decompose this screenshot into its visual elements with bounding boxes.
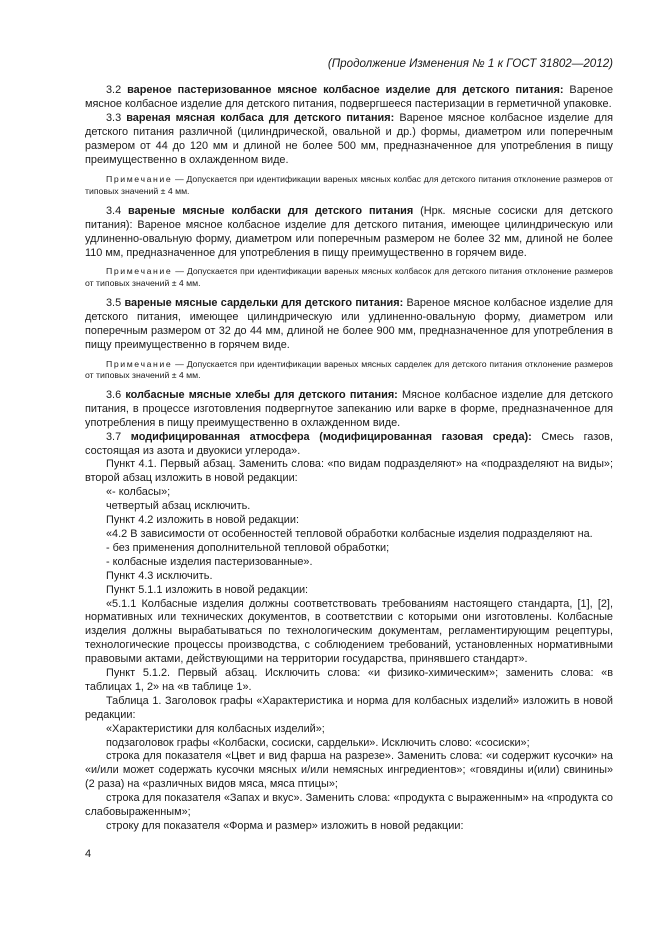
paragraph: Пункт 5.1.1 изложить в новой редакции: — [106, 583, 309, 596]
paragraph: Пункт 4.2 изложить в новой редакции: — [106, 514, 299, 527]
paragraph: Пункт 5.1.2. Первый абзац. Исключить слова: «и физико-химическим»; заменить слова: «в таблицах 1, 2» на «в таблице 1». — [85, 667, 613, 693]
definition-text: (Нрк. мясные сосиски для детского питания): Вареное мясное колбасное изделие для детского питания, имеющее цилиндрическую или удлиненно-овальную форму, диаметром или поперечным размером не более 32 мм, длиной не более 110 мм, предназначенное для употребления в пищу преимущественно в горячем виде. — [85, 204, 613, 259]
term: колбасные мясные хлебы для детского питания: — [125, 388, 398, 401]
paragraph: «- колбасы»; — [106, 486, 171, 499]
definition-text: Вареное мясное колбасное изделие для детского питания, подвергшееся пастеризации в герметичной упаковке. — [85, 84, 613, 110]
term: модифицированная атмосфера (модифицированная газовая среда): — [130, 430, 532, 443]
paragraph: четвертый абзац исключить. — [106, 500, 251, 513]
definition-3-7 — [85, 431, 613, 459]
definition-text: Смесь газов, состоящая из азота и двуокиси углерода». — [85, 430, 613, 457]
note-label: Примечание — [106, 174, 173, 185]
paragraph: «Характеристики для колбасных изделий»; — [106, 722, 325, 735]
clause-number: 3.3 — [106, 111, 127, 124]
clause-number: 3.7 — [106, 430, 131, 443]
note-text: — Допускается при идентификации вареных мясных колбас для детского питания отклонение размеров от типовых значений ± 4 мм. — [85, 174, 613, 197]
clause-number: 3.5 — [106, 296, 125, 309]
page-content — [85, 84, 613, 834]
note-text: — Допускается при идентификации вареных мясных колбасок для детского питания отклонение размеров от типовых значений ± 4 мм. — [85, 266, 613, 289]
note-label: Примечание — [106, 266, 173, 277]
note-3-4 — [85, 266, 613, 289]
clause-number: 3.2 — [106, 84, 128, 96]
definition-3-4 — [85, 205, 613, 261]
paragraph: строка для показателя «Цвет и вид фарша на разрезе». Заменить слова: «и содержит кусочки» на «и/или может содержать кусочки мясных и/или немясных ингредиентов»; «говядины и(или) свинины» (2 раза) на «различных видов мяса, мяса птицы»; — [85, 750, 613, 791]
paragraph: Пункт 4.1. Первый абзац. Заменить слова: «по видам подразделяют» на «подразделяют на виды»; второй абзац изложить в новой редакции: — [85, 458, 613, 485]
definition-text: Вареное мясное колбасное изделие для детского питания различной (цилиндрической, овальной и др.) формы, диаметром или поперечным размером от 44 до 120 мм и длиной не более 500 мм, предназначенное для употребления в пищу преимущественно в охлажденном виде. — [85, 111, 613, 166]
note-label: Примечание — [106, 358, 173, 369]
paragraph: строку для показателя «Форма и размер» изложить в новой редакции: — [106, 820, 464, 832]
definition-3-6 — [85, 389, 613, 431]
term: вареные мясные колбаски для детского питания — [128, 204, 414, 217]
paragraph: «5.1.1 Колбасные изделия должны соответствовать требованиям настоящего стандарта, [1], [2], нормативных или технических документов, в соответствии с которыми они изготовлены. Колбасные изделия должны вырабатываться по технологическим документам, регламентирующим рецептуры, технологические процессы производства, с соблюдением требований, установленных нормативными правовыми актами, действующими на территории государства, принявшего стандарт». — [85, 597, 613, 666]
definition-text: Мясное колбасное изделие для детского питания, в процессе изготовления подвергнутое запеканию или варке в форме, предназначенное для употребления в пищу преимущественно в охлажденном виде. — [85, 388, 613, 429]
definition-3-2 — [85, 84, 613, 112]
paragraph: строка для показателя «Запах и вкус». Заменить слова: «продукта с выраженным» на «продукта со слабовыраженным»; — [85, 792, 613, 819]
running-header: (Продолжение Изменения № 1 к ГОСТ 31802—2012) — [327, 57, 613, 70]
clause-number: 3.4 — [106, 204, 129, 217]
paragraph: - колбасные изделия пастеризованные». — [106, 555, 313, 568]
term: вареные мясные сардельки для детского питания: — [124, 296, 404, 309]
note-text: — Допускается при идентификации вареных мясных сарделек для детского питания отклонение размеров от типовых значений ± 4 мм. — [85, 358, 613, 381]
term: вареная мясная колбаса для детского питания: — [126, 111, 395, 124]
note-3-5 — [85, 359, 613, 382]
clause-number: 3.6 — [106, 388, 126, 401]
page-number: 4 — [85, 848, 92, 860]
paragraph: подзаголовок графы «Колбаски, сосиски, сардельки». Исключить слово: «сосиски»; — [106, 736, 530, 749]
definition-3-5 — [85, 297, 613, 353]
paragraph: - без применения дополнительной тепловой обработки; — [106, 541, 390, 554]
definition-text: Вареное мясное колбасное изделие для детского питания, имеющее цилиндрическую или удлиненно-овальную форму, диаметром или поперечным размером от 32 до 44 мм, длиной не более 900 мм, предназначенное для употребления в пищу преимущественно в горячем виде. — [85, 296, 613, 351]
paragraph: Пункт 4.3 исключить. — [106, 569, 213, 582]
paragraph: «4.2 В зависимости от особенностей тепловой обработки колбасные изделия подразделяют на. — [106, 527, 593, 540]
paragraph: Таблица 1. Заголовок графы «Характеристика и норма для колбасных изделий» изложить в новой редакции: — [85, 694, 613, 721]
definition-3-3 — [85, 112, 613, 168]
term: вареное пастеризованное мясное колбасное изделие для детского питания: — [127, 84, 564, 96]
note-3-3 — [85, 174, 613, 197]
